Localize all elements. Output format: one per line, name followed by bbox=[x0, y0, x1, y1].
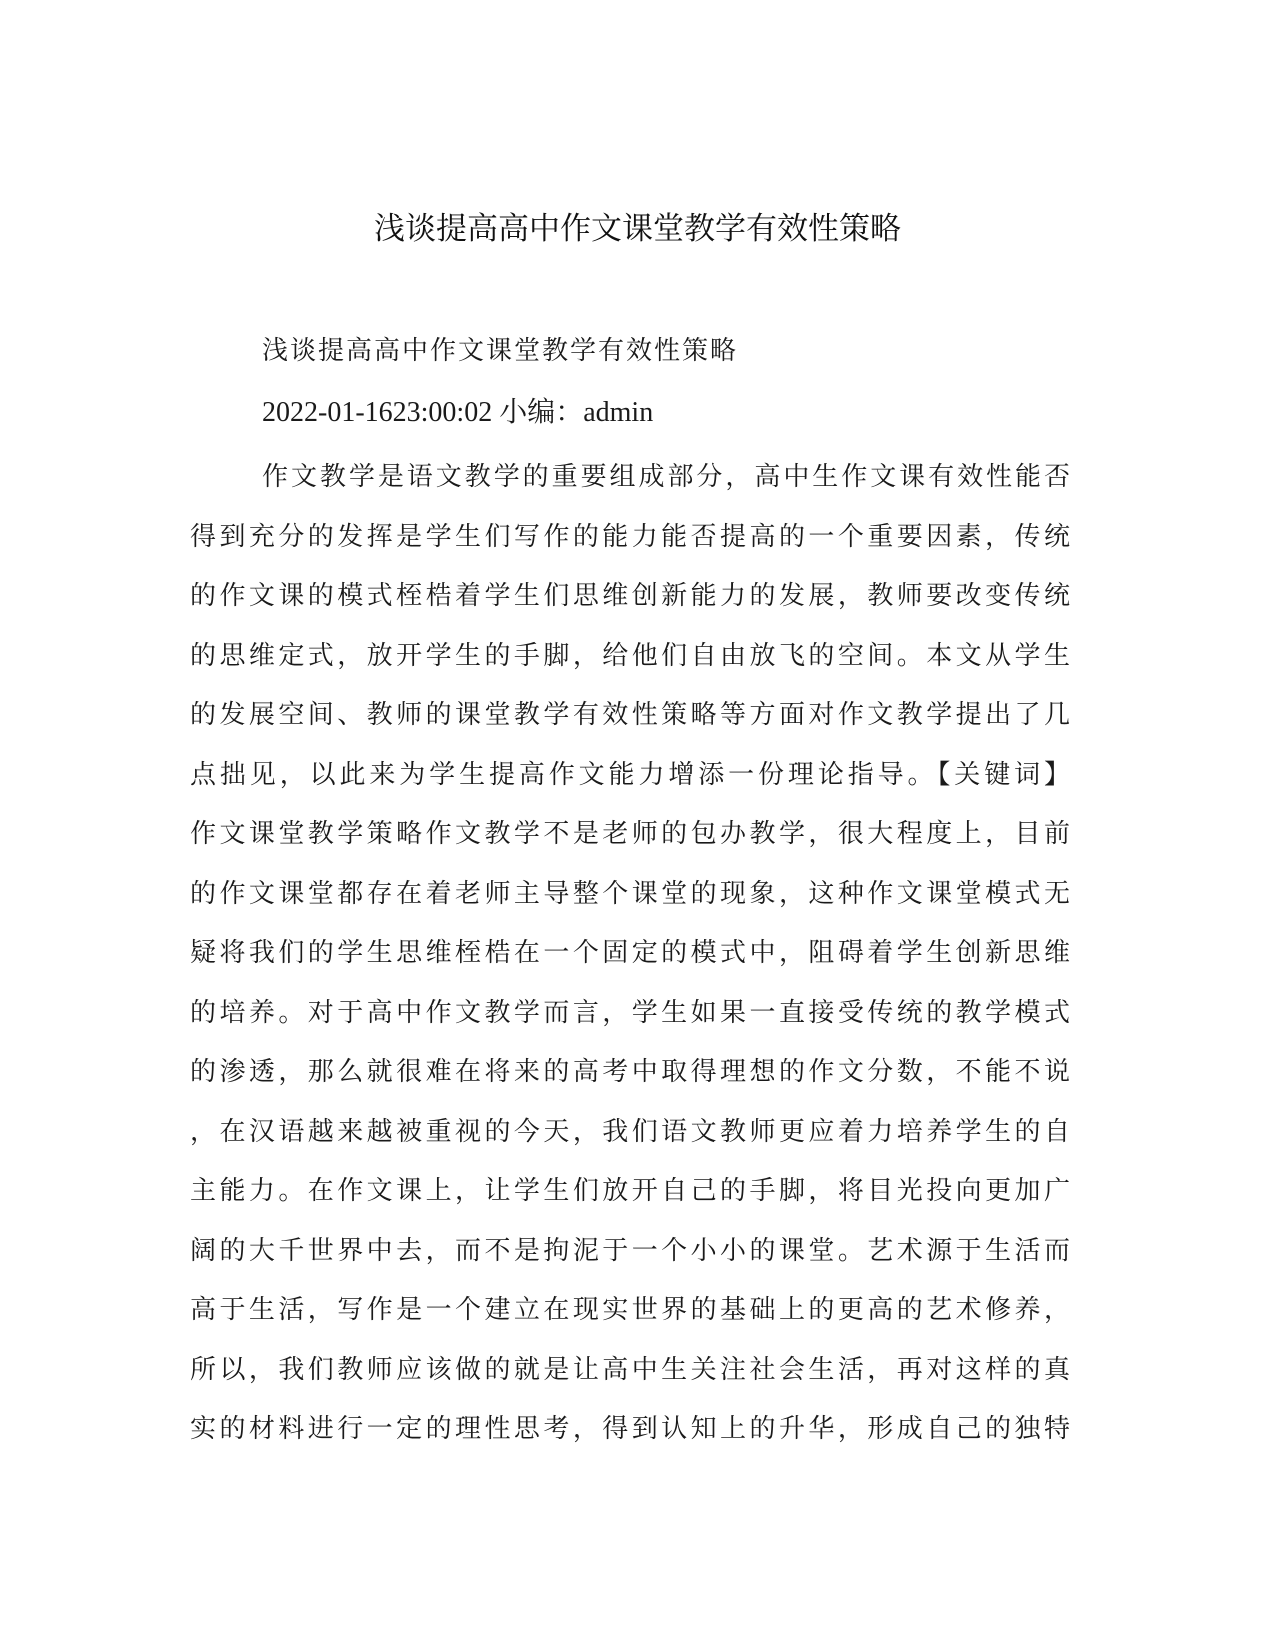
paragraph-line: 的作文课堂都存在着老师主导整个课堂的现象，这种作文课堂模式无 bbox=[190, 879, 1070, 909]
paragraph-line: 的培养。对于高中作文教学而言，学生如果一直接受传统的教学模式 bbox=[190, 998, 1070, 1028]
paragraph-line: 作文教学是语文教学的重要组成部分，高中生作文课有效性能否 bbox=[262, 462, 1070, 492]
document-title: 浅谈提高高中作文课堂教学有效性策略 bbox=[374, 211, 901, 247]
paragraph-line: 高于生活，写作是一个建立在现实世界的基础上的更高的艺术修养， bbox=[190, 1295, 1070, 1325]
paragraph-line: 的作文课的模式桎梏着学生们思维创新能力的发展，教师要改变传统 bbox=[190, 581, 1070, 611]
paragraph-line: 作文课堂教学策略作文教学不是老师的包办教学，很大程度上，目前 bbox=[190, 819, 1070, 849]
paragraph-line: 实的材料进行一定的理性思考，得到认知上的升华，形成自己的独特 bbox=[190, 1414, 1070, 1444]
paragraph-line: ，在汉语越来越被重视的今天，我们语文教师更应着力培养学生的自 bbox=[190, 1117, 1070, 1147]
paragraph-line: 的渗透，那么就很难在将来的高考中取得理想的作文分数，不能不说 bbox=[190, 1057, 1070, 1087]
article-subtitle: 浅谈提高高中作文课堂教学有效性策略 bbox=[262, 336, 739, 366]
paragraph-line: 的思维定式，放开学生的手脚，给他们自由放飞的空间。本文从学生 bbox=[190, 641, 1070, 671]
paragraph-line: 主能力。在作文课上，让学生们放开自己的手脚，将目光投向更加广 bbox=[190, 1176, 1070, 1206]
paragraph-line: 的发展空间、教师的课堂教学有效性策略等方面对作文教学提出了几 bbox=[190, 700, 1070, 730]
paragraph-line: 阔的大千世界中去，而不是拘泥于一个小小的课堂。艺术源于生活而 bbox=[190, 1236, 1070, 1266]
paragraph-line: 点拙见，以此来为学生提高作文能力增添一份理论指导。【关键词】 bbox=[190, 760, 1070, 790]
paragraph-line: 得到充分的发挥是学生们写作的能力能否提高的一个重要因素，传统 bbox=[190, 522, 1070, 552]
paragraph-line: 所以，我们教师应该做的就是让高中生关注社会生活，再对这样的真 bbox=[190, 1355, 1070, 1385]
paragraph-line: 疑将我们的学生思维桎梏在一个固定的模式中，阻碍着学生创新思维 bbox=[190, 938, 1070, 968]
article-meta: 2022-01-1623:00:02 小编：admin bbox=[262, 397, 654, 428]
